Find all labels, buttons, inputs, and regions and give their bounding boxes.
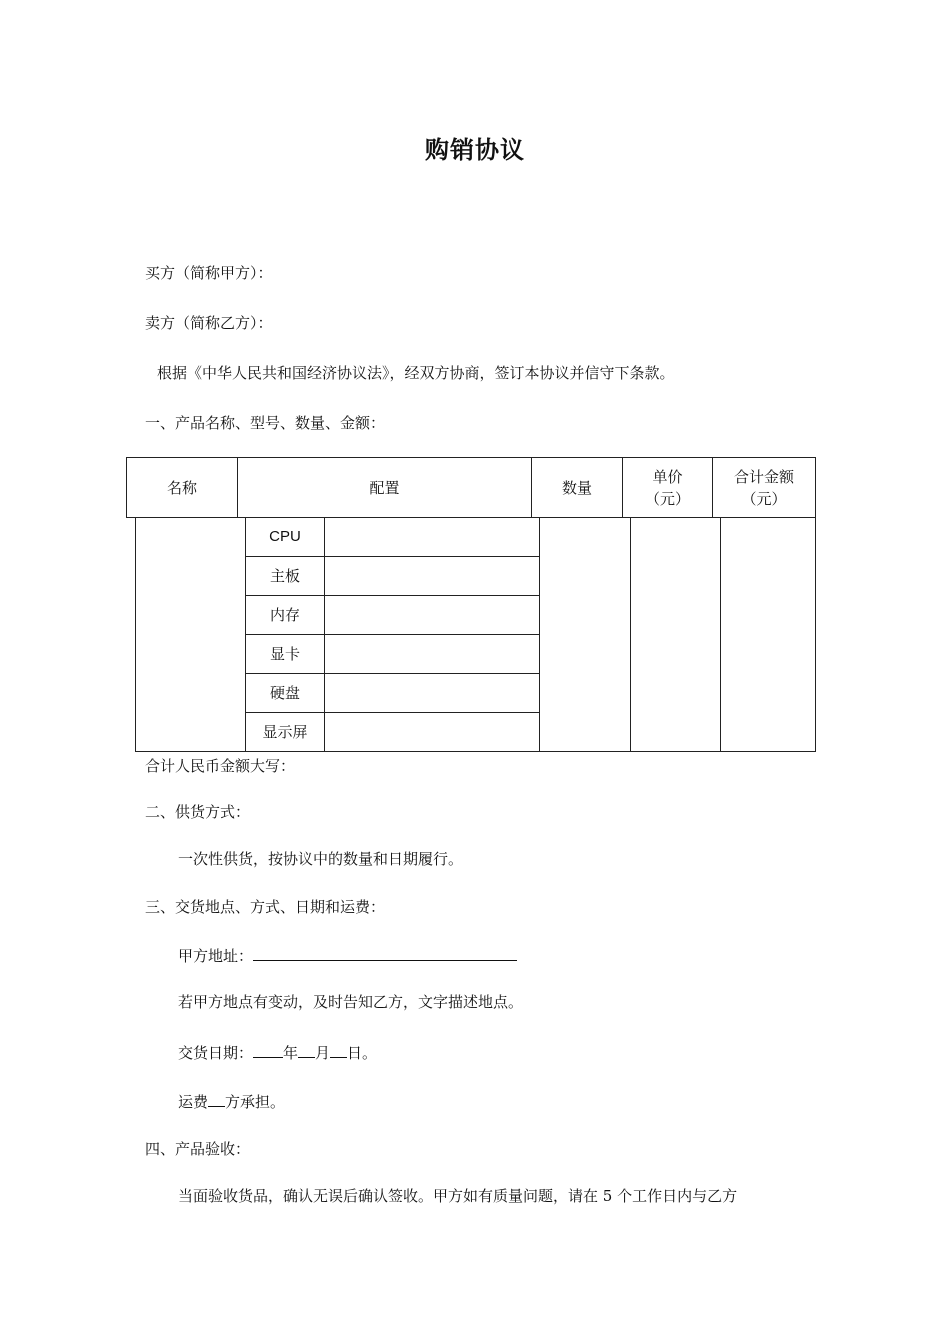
day-unit: 日。 xyxy=(347,1044,378,1062)
freight-line xyxy=(178,1090,285,1112)
config-value-cpu xyxy=(324,517,540,557)
config-label-motherboard xyxy=(245,556,325,596)
month-unit: 月 xyxy=(315,1044,331,1062)
header-quantity xyxy=(531,457,623,518)
section2-heading: 二、供货方式： xyxy=(145,803,251,821)
section3-heading: 三、交货地点、方式、日期和运费： xyxy=(145,898,386,916)
config-label-text: 主板 xyxy=(269,567,300,585)
section4-body: 当面验收货品，确认无误后确认签收。甲方如有质量问题，请在 5 个工作日内与乙方 xyxy=(178,1187,738,1205)
config-value-motherboard xyxy=(324,556,540,596)
body-total-cell xyxy=(720,517,816,752)
delivery-date-line xyxy=(178,1041,377,1063)
document-title: 购销协议 xyxy=(425,136,525,164)
config-value-memory xyxy=(324,595,540,635)
header-unit-price xyxy=(622,457,713,518)
config-label-memory xyxy=(245,595,325,635)
body-name-cell xyxy=(135,517,246,752)
year-unit: 年 xyxy=(283,1044,299,1062)
section2-body: 一次性供货，按协议中的数量和日期履行。 xyxy=(178,850,464,868)
config-label-text: 硬盘 xyxy=(269,684,300,702)
header-quantity-text: 数量 xyxy=(561,478,592,497)
header-config xyxy=(237,457,532,518)
buyer-label: 买方（简称甲方）： xyxy=(145,264,273,282)
header-name-text: 名称 xyxy=(166,478,197,497)
header-total-line2: （元） xyxy=(741,489,787,508)
address-label: 甲方地址： xyxy=(178,947,254,965)
address-change-note: 若甲方地点有变动，及时告知乙方，文字描述地点。 xyxy=(178,993,524,1011)
header-config-text: 配置 xyxy=(369,478,400,497)
year-blank xyxy=(253,1041,283,1058)
section4-heading: 四、产品验收： xyxy=(145,1140,251,1158)
body-unit-price-cell xyxy=(630,517,721,752)
config-value-graphics xyxy=(324,634,540,674)
config-label-text: 内存 xyxy=(269,606,300,624)
header-name xyxy=(126,457,238,518)
config-value-display xyxy=(324,712,540,752)
body-quantity-cell xyxy=(539,517,631,752)
seller-label: 卖方（简称乙方）： xyxy=(145,314,273,332)
config-value-disk xyxy=(324,673,540,713)
address-line xyxy=(178,944,517,966)
config-label-cpu xyxy=(245,517,325,557)
day-blank xyxy=(330,1041,347,1058)
delivery-date-label: 交货日期： xyxy=(178,1044,254,1062)
freight-blank xyxy=(208,1090,225,1107)
config-label-display xyxy=(245,712,325,752)
header-total-line1: 合计金额 xyxy=(733,467,794,486)
preamble-text: 根据《中华人民共和国经济协议法》，经双方协商，签订本协议并信守下条款。 xyxy=(157,364,675,382)
config-label-graphics xyxy=(245,634,325,674)
header-unit-price-line2: （元） xyxy=(644,489,690,508)
header-unit-price-line1: 单价 xyxy=(652,467,683,486)
config-label-text: CPU xyxy=(269,528,301,545)
config-label-text: 显示屏 xyxy=(262,723,308,741)
header-total xyxy=(712,457,816,518)
total-rmb-label: 合计人民币金额大写： xyxy=(145,757,296,775)
config-label-disk xyxy=(245,673,325,713)
freight-suffix: 方承担。 xyxy=(225,1093,286,1111)
month-blank xyxy=(298,1041,315,1058)
freight-prefix: 运费 xyxy=(178,1093,209,1111)
section1-heading: 一、产品名称、型号、数量、金额： xyxy=(145,414,386,432)
config-label-text: 显卡 xyxy=(269,645,300,663)
address-blank xyxy=(253,944,517,961)
